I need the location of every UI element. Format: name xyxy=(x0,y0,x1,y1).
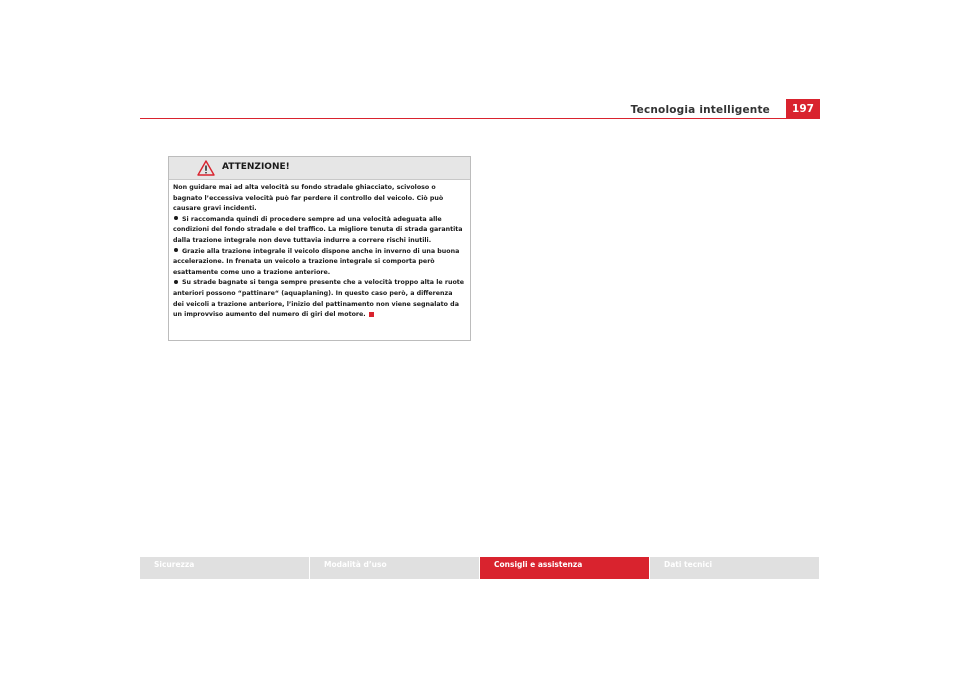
warning-bullet xyxy=(173,278,465,320)
footer-tab-sicurezza[interactable]: Sicurezza xyxy=(140,557,309,579)
bullet-icon xyxy=(174,248,178,252)
footer-tab-consigli-assistenza[interactable]: Consigli e assistenza xyxy=(480,557,649,579)
warning-bullet xyxy=(173,215,465,247)
footer-tab-modalita-uso[interactable]: Modalità d’uso xyxy=(310,557,479,579)
warning-header xyxy=(169,157,470,180)
end-of-section-icon xyxy=(369,312,374,317)
bullet-icon xyxy=(174,216,178,220)
header-divider xyxy=(140,118,820,119)
warning-bullet-text: Si raccomanda quindi di procedere sempre ad una velocità adeguata alle condizioni del fondo stradale e del traffico. La migliore tenuta di strada garantita dalla trazione integrale non deve tuttavia indurre a correre rischi inutili. xyxy=(173,215,463,244)
warning-bullet-text: Grazie alla trazione integrale il veicolo dispone anche in inverno di una buona accelerazione. In frenata un veicolo a trazione integrale si comporta però esattamente come uno a trazione anteriore. xyxy=(173,247,460,276)
warning-box xyxy=(168,156,471,341)
bullet-icon xyxy=(174,280,178,284)
warning-triangle-icon xyxy=(197,160,215,176)
page-number: 197 xyxy=(786,99,820,119)
footer-tab-dati-tecnici[interactable]: Dati tecnici xyxy=(650,557,819,579)
warning-bullet xyxy=(173,247,465,279)
warning-body xyxy=(169,180,470,321)
page-section-title: Tecnologia intelligente xyxy=(630,104,770,116)
warning-bullet-text: Su strade bagnate si tenga sempre presente che a velocità troppo alta le ruote anteriori possono “pattinare“ (aquaplaning). In questo caso però, a differenza dei veicoli a trazione anteriore, l’inizio del pattinamento non viene segnalato da un improvviso aumento del numero di giri del motore. xyxy=(173,279,465,319)
warning-intro: Non guidare mai ad alta velocità su fondo stradale ghiacciato, scivoloso o bagnato l’eccessiva velocità può far perdere il controllo del veicolo. Ciò può causare gravi incidenti. xyxy=(173,184,444,213)
warning-title: ATTENZIONE! xyxy=(222,162,290,172)
